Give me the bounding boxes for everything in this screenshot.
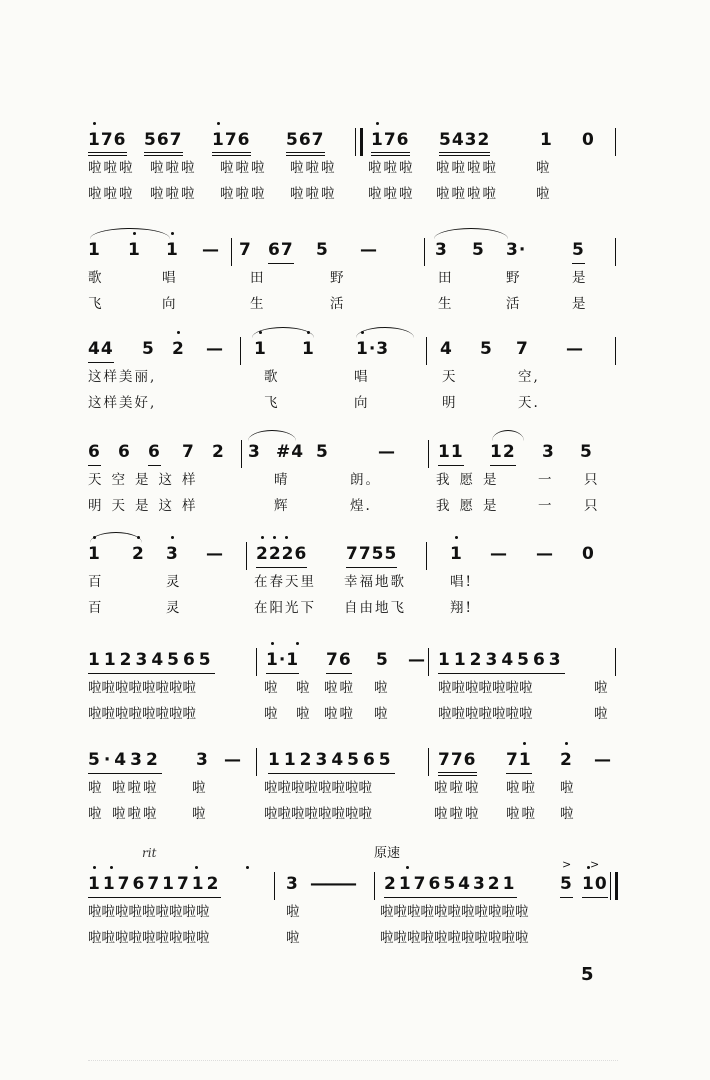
tempo-marking: 原速 <box>374 846 401 861</box>
note: 5 <box>560 872 573 898</box>
dash: — <box>360 240 378 260</box>
lyric-syllables: 野 <box>506 270 522 286</box>
notation-line <box>88 748 618 774</box>
lyric-syllables: 这样美丽, <box>88 369 157 385</box>
barline <box>424 238 425 266</box>
note-group: 11234565 <box>268 748 395 774</box>
lyric-syllables: 活 <box>506 296 522 312</box>
lyric-line-1 <box>88 777 618 803</box>
lyric-syllables: 是 <box>572 270 588 286</box>
lyric-line-1 <box>88 366 618 392</box>
dash: — <box>536 544 554 564</box>
lyric-syllables: 唱 <box>162 270 178 286</box>
lyric-syllables: 唱 <box>354 369 370 385</box>
lyric-line-1 <box>88 469 618 495</box>
lyric-syllables: 啦啦啦 <box>368 186 415 202</box>
lyric-line-2 <box>88 703 618 729</box>
high-octave-dot <box>285 536 288 539</box>
note-group: 1·3 <box>356 339 390 359</box>
lyric-syllables: 只 <box>584 472 600 488</box>
score-system-7 <box>88 748 618 844</box>
lyric-line-1 <box>88 267 618 293</box>
high-octave-dot <box>137 536 140 539</box>
dash: — <box>206 339 224 359</box>
lyric-syllables: 天 <box>442 369 458 385</box>
notation-line <box>88 128 618 154</box>
note-group: 71 <box>506 748 532 774</box>
note: 1 <box>166 240 179 260</box>
score-system-1 <box>88 128 618 224</box>
lyric-syllables: 啦啦啦啦啦啦啦啦啦啦啦 <box>380 930 529 946</box>
lyric-syllables: 啦啦啦啦啦啦啦啦啦 <box>88 904 210 920</box>
note-group: 117671712 <box>88 872 221 898</box>
high-octave-dot <box>406 866 409 869</box>
lyric-syllables: 是 <box>572 296 588 312</box>
note: 7 <box>239 240 252 260</box>
note: 3 <box>286 874 299 894</box>
lyric-syllables: 啦啦啦 <box>290 186 337 202</box>
high-octave-dot <box>171 232 174 235</box>
lyric-syllables: 灵 <box>166 600 182 616</box>
note-group: 67 <box>268 238 294 264</box>
lyric-syllables: 啦 <box>296 706 312 722</box>
high-octave-dot <box>171 536 174 539</box>
notation-line <box>88 238 618 264</box>
lyric-syllables: 啦啦啦啦啦啦啦 <box>438 680 533 696</box>
note: 2 <box>212 442 225 462</box>
lyric-syllables: 啦啦啦啦啦啦啦 <box>438 706 533 722</box>
notation-line <box>88 648 618 674</box>
lyric-syllables: 啦啦啦 <box>220 160 267 176</box>
high-octave-dot <box>523 742 526 745</box>
lyric-syllables: 空, <box>518 369 540 385</box>
score-system-2 <box>88 238 618 334</box>
high-octave-dot <box>273 536 276 539</box>
lyric-line-1 <box>88 901 618 927</box>
lyric-syllables: 啦啦啦啦啦啦啦啦 <box>88 680 196 696</box>
notation-line <box>88 542 618 568</box>
barline <box>241 440 242 468</box>
lyric-syllables: 啦啦 <box>324 680 355 696</box>
lyric-syllables: 啦啦啦 <box>150 160 197 176</box>
note-group: 10 <box>582 872 608 898</box>
note: 3 <box>542 442 555 462</box>
note-group: 567 <box>286 128 325 156</box>
lyric-syllables: 啦 <box>560 806 576 822</box>
lyric-syllables: 田 <box>250 270 266 286</box>
barline <box>426 337 427 365</box>
high-octave-dot <box>93 866 96 869</box>
lyric-syllables: 啦啦啦 <box>150 186 197 202</box>
rest: 0 <box>582 130 595 150</box>
note: 2 <box>560 750 573 770</box>
lyric-line-2 <box>88 927 618 953</box>
lyric-syllables: 我愿是 <box>436 498 507 514</box>
high-octave-dot <box>565 742 568 745</box>
lyric-syllables: 幸福地歌 <box>344 574 406 590</box>
lyric-syllables: 我愿是 <box>436 472 507 488</box>
lyric-syllables: 啦啦啦啦啦啦啦啦 <box>264 780 372 796</box>
lyric-syllables: 啦 <box>374 680 390 696</box>
lyric-syllables: 啦 <box>296 680 312 696</box>
lyric-syllables: 啦啦啦啦 <box>436 160 498 176</box>
high-octave-dot <box>246 866 249 869</box>
lyric-syllables: 啦啦啦啦 <box>436 186 498 202</box>
note: 7 <box>182 442 195 462</box>
lyric-syllables: 啦 <box>536 186 552 202</box>
lyric-syllables: 生 <box>250 296 266 312</box>
high-octave-dot <box>133 232 136 235</box>
lyric-syllables: 啦 <box>192 780 208 796</box>
note: 1 <box>88 544 101 564</box>
note: 5 <box>580 442 593 462</box>
note-group: 11 <box>438 440 464 466</box>
barline <box>428 748 429 776</box>
note: 2 <box>172 339 185 359</box>
note-group: 44 <box>88 337 114 363</box>
high-octave-dot <box>376 122 379 125</box>
high-octave-dot <box>195 866 198 869</box>
note: 5 <box>472 240 485 260</box>
note-group: 76 <box>326 648 352 674</box>
lyric-syllables: 啦啦啦 <box>220 186 267 202</box>
lyric-syllables: 啦 <box>594 680 610 696</box>
lyric-syllables: 百 <box>88 600 104 616</box>
lyric-syllables: 飞 <box>264 395 280 411</box>
barline <box>615 238 616 266</box>
lyric-syllables: 啦 <box>560 780 576 796</box>
lyric-line-2 <box>88 392 618 418</box>
dash: ——— <box>310 874 355 894</box>
note: 5 <box>316 442 329 462</box>
barline <box>240 337 241 365</box>
note: 5 <box>572 238 585 264</box>
lyric-syllables: 歌 <box>264 369 280 385</box>
lyric-syllables: 啦啦啦啦啦啦啦啦啦啦啦 <box>380 904 529 920</box>
dash: — <box>202 240 220 260</box>
lyric-syllables: 歌 <box>88 270 104 286</box>
lyric-syllables: 自由地飞 <box>344 600 406 616</box>
lyric-syllables: 在阳光下 <box>254 600 316 616</box>
note-group: 1·1 <box>266 648 299 674</box>
lyric-syllables: 田 <box>438 270 454 286</box>
lyric-syllables: 天. <box>518 395 540 411</box>
barline <box>360 128 363 156</box>
note-group: 776 <box>438 748 477 776</box>
high-octave-dot <box>177 331 180 334</box>
lyric-line-1 <box>88 677 618 703</box>
score-system-3 <box>88 337 618 433</box>
note-sharp: #4 <box>276 442 305 462</box>
lyric-syllables: 啦啦 <box>506 780 537 796</box>
note: 3 <box>435 240 448 260</box>
lyric-syllables: 啦 <box>286 930 302 946</box>
dash: — <box>490 544 508 564</box>
barline <box>256 748 257 776</box>
note: 1 <box>302 339 315 359</box>
barline <box>428 440 429 468</box>
lyric-syllables: 啦 <box>264 680 280 696</box>
high-octave-dot <box>261 536 264 539</box>
accent-mark: > <box>590 858 600 871</box>
note-group: 217654321 <box>384 872 517 898</box>
barline <box>231 238 232 266</box>
note: 5 <box>376 650 389 670</box>
barline <box>374 872 375 900</box>
ritardando-marking: rit <box>142 846 157 860</box>
note-group: 2226 <box>256 542 307 568</box>
note-group: 567 <box>144 128 183 156</box>
notation-line <box>88 337 618 363</box>
barline <box>615 128 616 156</box>
note: 6 <box>88 440 101 466</box>
lyric-line-2 <box>88 495 618 521</box>
lyric-syllables: 飞 <box>88 296 104 312</box>
lyric-line-2 <box>88 597 618 623</box>
note: 5 <box>480 339 493 359</box>
high-octave-dot <box>271 642 274 645</box>
lyric-syllables: 翔! <box>450 600 473 616</box>
note: 5 <box>316 240 329 260</box>
note: 4 <box>440 339 453 359</box>
barline <box>615 648 616 676</box>
note: 1 <box>540 130 553 150</box>
lyric-syllables: 灵 <box>166 574 182 590</box>
notation-line <box>88 440 618 466</box>
lyric-syllables: 啦啦啦 <box>368 160 415 176</box>
lyric-syllables: 明天是这样 <box>88 498 206 514</box>
lyric-syllables: 唱! <box>450 574 473 590</box>
score-system-8 <box>88 872 618 968</box>
high-octave-dot <box>455 536 458 539</box>
high-octave-dot <box>361 331 364 334</box>
note: 1 <box>88 240 101 260</box>
note: 3 <box>248 442 261 462</box>
lyric-syllables: 百 <box>88 574 104 590</box>
lyric-syllables: 朗。 <box>350 472 381 488</box>
lyric-syllables: 一 <box>538 498 554 514</box>
high-octave-dot <box>587 866 590 869</box>
lyric-syllables: 煌. <box>350 498 372 514</box>
note-group: 11234563 <box>438 648 565 674</box>
score-system-4 <box>88 440 618 536</box>
note: 5 <box>142 339 155 359</box>
lyric-syllables: 啦啦 <box>324 706 355 722</box>
lyric-syllables: 天空是这样 <box>88 472 206 488</box>
lyric-syllables: 啦啦啦 <box>88 186 135 202</box>
page-edge-rule <box>88 1060 618 1061</box>
lyric-syllables: 啦 <box>374 706 390 722</box>
lyric-syllables: 啦啦啦啦啦啦啦啦 <box>88 706 196 722</box>
lyric-syllables: 一 <box>538 472 554 488</box>
barline <box>355 128 356 156</box>
lyric-syllables: 明 <box>442 395 458 411</box>
lyric-line-2 <box>88 183 618 209</box>
lyric-syllables: 啦啦 <box>506 806 537 822</box>
note: 3· <box>506 240 527 260</box>
note: 2 <box>132 544 145 564</box>
lyric-syllables: 只 <box>584 498 600 514</box>
lyric-syllables: 向 <box>162 296 178 312</box>
high-octave-dot <box>110 866 113 869</box>
lyric-line-1 <box>88 157 618 183</box>
barline <box>615 337 616 365</box>
high-octave-dot <box>93 122 96 125</box>
lyric-syllables: 啦啦啦 <box>112 806 159 822</box>
note-group: 7755 <box>346 542 397 568</box>
page-number: 5 <box>581 964 594 985</box>
note-group: 12 <box>490 440 516 466</box>
high-octave-dot <box>259 331 262 334</box>
score-system-5 <box>88 542 618 638</box>
lyric-syllables: 晴 <box>274 472 290 488</box>
note: 3 <box>166 544 179 564</box>
note: 6 <box>118 442 131 462</box>
lyric-syllables: 啦 <box>264 706 280 722</box>
note-group: 5432 <box>439 128 490 156</box>
lyric-syllables: 啦啦啦啦啦啦啦啦啦 <box>88 930 210 946</box>
score-system-6 <box>88 648 618 744</box>
dash: — <box>206 544 224 564</box>
lyric-syllables: 啦 <box>594 706 610 722</box>
notation-line <box>88 872 618 898</box>
lyric-line-2 <box>88 293 618 319</box>
lyric-syllables: 啦 <box>88 780 104 796</box>
lyric-syllables: 啦啦啦 <box>88 160 135 176</box>
dash: — <box>224 750 242 770</box>
rest: 0 <box>582 544 595 564</box>
lyric-syllables: 啦啦啦 <box>290 160 337 176</box>
lyric-syllables: 啦啦啦 <box>434 780 481 796</box>
lyric-syllables: 向 <box>354 395 370 411</box>
lyric-syllables: 活 <box>330 296 346 312</box>
note: 1 <box>450 544 463 564</box>
dash: — <box>408 650 426 670</box>
barline <box>256 648 257 676</box>
note-group: 176 <box>212 128 251 156</box>
lyric-syllables: 这样美好, <box>88 395 157 411</box>
high-octave-dot <box>296 642 299 645</box>
lyric-syllables: 啦 <box>286 904 302 920</box>
lyric-syllables: 啦 <box>536 160 552 176</box>
high-octave-dot <box>93 536 96 539</box>
note-group: 176 <box>88 128 127 156</box>
dash: — <box>378 442 396 462</box>
accent-mark: > <box>562 858 572 871</box>
note-group: 176 <box>371 128 410 156</box>
lyric-line-1 <box>88 571 618 597</box>
lyric-syllables: 啦 <box>192 806 208 822</box>
lyric-line-2 <box>88 803 618 829</box>
lyric-syllables: 在春天里 <box>254 574 316 590</box>
note-group: 5·432 <box>88 748 162 774</box>
barline <box>274 872 275 900</box>
note: 1 <box>254 339 267 359</box>
dash: — <box>594 750 612 770</box>
barline <box>246 542 247 570</box>
note-group: 11234565 <box>88 648 215 674</box>
dash: — <box>566 339 584 359</box>
high-octave-dot <box>307 331 310 334</box>
high-octave-dot <box>217 122 220 125</box>
barline <box>426 542 427 570</box>
lyric-syllables: 啦 <box>88 806 104 822</box>
lyric-syllables: 野 <box>330 270 346 286</box>
lyric-syllables: 生 <box>438 296 454 312</box>
lyric-syllables: 啦啦啦 <box>434 806 481 822</box>
note: 3 <box>196 750 209 770</box>
note: 7 <box>516 339 529 359</box>
final-barline <box>610 872 618 900</box>
barline <box>428 648 429 676</box>
note: 6 <box>148 440 161 466</box>
lyric-syllables: 啦啦啦 <box>112 780 159 796</box>
note: 1 <box>128 240 141 260</box>
lyric-syllables: 辉 <box>274 498 290 514</box>
lyric-syllables: 啦啦啦啦啦啦啦啦 <box>264 806 372 822</box>
